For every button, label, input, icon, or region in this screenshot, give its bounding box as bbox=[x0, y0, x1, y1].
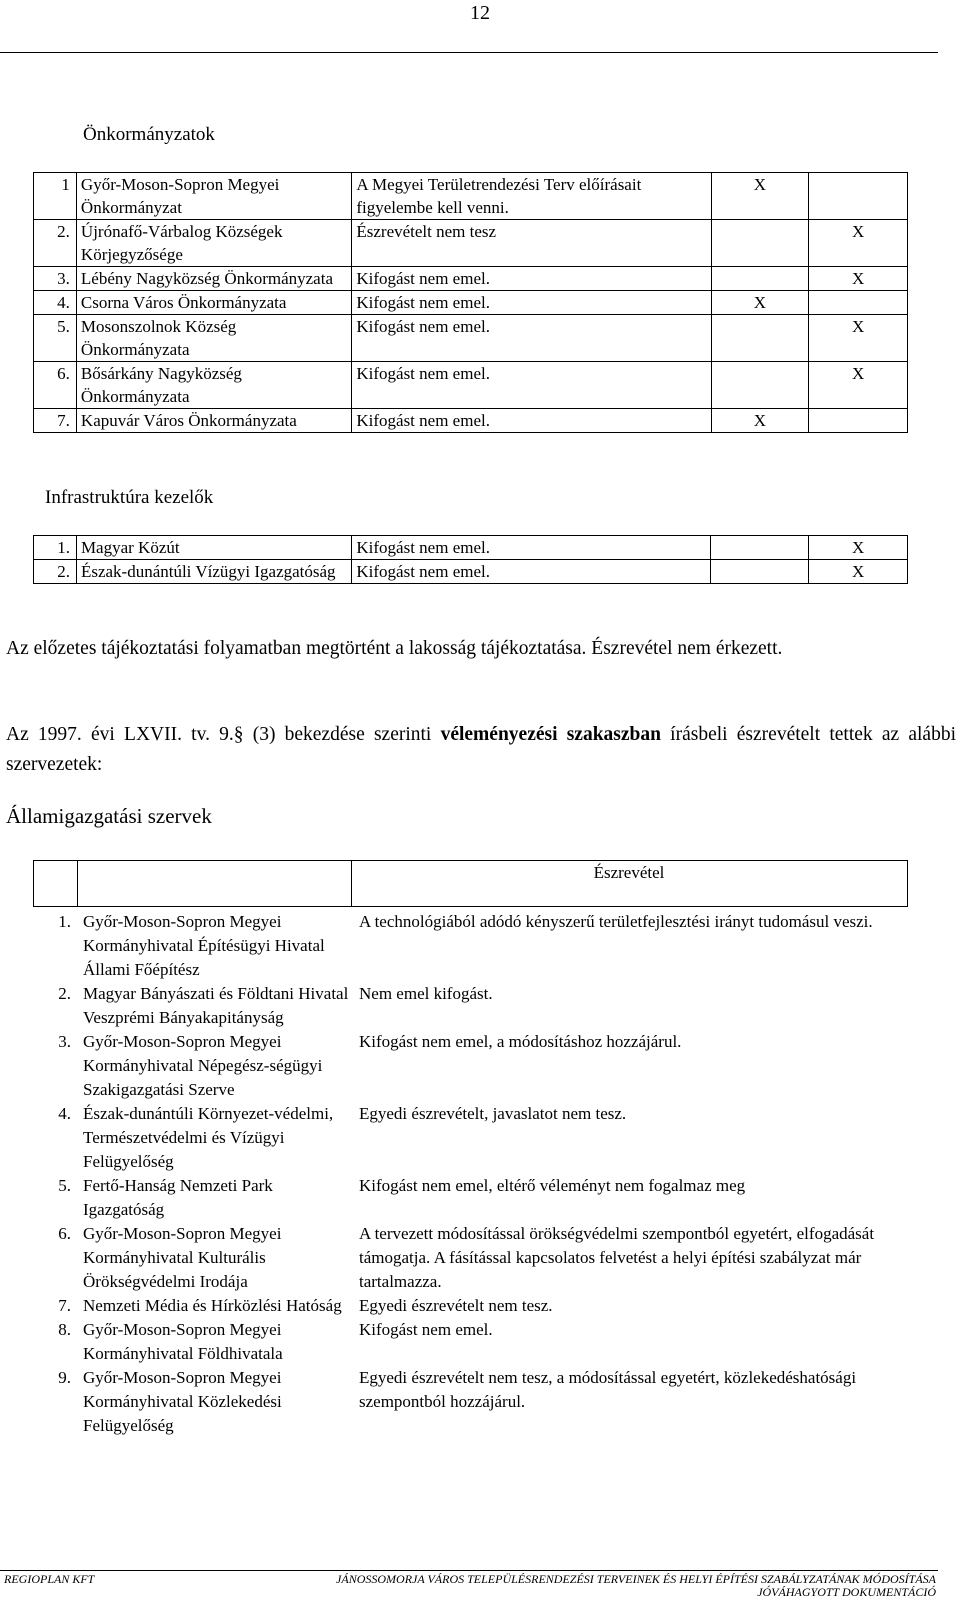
table-row bbox=[35, 1366, 905, 1438]
authority-name: Magyar Bányászati és Földtani Hivatal Veszprémi Bányakapitányság bbox=[83, 984, 349, 1027]
section-heading-infrastruktura: Infrastruktúra kezelők bbox=[45, 487, 214, 508]
authority-comment: Nem emel kifogást. bbox=[359, 984, 493, 1003]
table-row bbox=[35, 1102, 905, 1174]
page-number: 12 bbox=[470, 2, 490, 24]
table-row bbox=[35, 910, 905, 982]
municipalities-table bbox=[33, 172, 908, 433]
table-row bbox=[34, 362, 908, 409]
row-number: 8. bbox=[58, 1320, 71, 1339]
row-number: 2. bbox=[34, 560, 77, 584]
mark-col-2: X bbox=[809, 362, 908, 409]
authority-comment: Kifogást nem emel, eltérő véleményt nem fogalmaz meg bbox=[359, 1176, 746, 1195]
table-row bbox=[35, 1030, 905, 1102]
footer-rule bbox=[0, 1570, 938, 1571]
row-number: 5. bbox=[34, 315, 77, 362]
comment: A Megyei Területrendezési Terv előírásait figyelembe kell venni. bbox=[352, 173, 711, 220]
row-number: 3. bbox=[58, 1032, 71, 1051]
mark-col-2 bbox=[809, 173, 908, 220]
mark-col-1: X bbox=[711, 409, 809, 433]
authorities-table bbox=[35, 910, 905, 1438]
organization-name: Bősárkány Nagyközség Önkormányzata bbox=[76, 362, 351, 409]
footer-left: REGIOPLAN KFT bbox=[4, 1572, 95, 1586]
authority-comment: Egyedi észrevételt nem tesz. bbox=[359, 1296, 553, 1315]
row-number: 6. bbox=[34, 362, 77, 409]
authorities-header-divider-1 bbox=[77, 860, 78, 906]
organization-name: Újrónafő-Várbalog Községek Körjegyzősége bbox=[76, 220, 351, 267]
comment: Észrevételt nem tesz bbox=[352, 220, 711, 267]
table-row bbox=[34, 560, 908, 584]
table-row bbox=[35, 1222, 905, 1294]
authority-comment: Kifogást nem emel, a módosításhoz hozzájárul. bbox=[359, 1032, 682, 1051]
authority-comment: Kifogást nem emel. bbox=[359, 1320, 493, 1339]
section-heading-onkormanyzatok: Önkormányzatok bbox=[83, 124, 215, 145]
authority-comment: Egyedi észrevételt, javaslatot nem tesz. bbox=[359, 1104, 627, 1123]
mark-col-2: X bbox=[809, 220, 908, 267]
mark-col-2 bbox=[809, 291, 908, 315]
mark-col-2: X bbox=[809, 536, 908, 560]
authority-comment: Egyedi észrevételt nem tesz, a módosítással egyetért, közlekedéshatósági szempontból hozzájárul. bbox=[359, 1368, 857, 1411]
comment: Kifogást nem emel. bbox=[352, 536, 711, 560]
comment: Kifogást nem emel. bbox=[352, 267, 711, 291]
organization-name: Lébény Nagyközség Önkormányzata bbox=[76, 267, 351, 291]
authority-name: Fertő-Hanság Nemzeti Park Igazgatóság bbox=[83, 1176, 273, 1219]
organization-name: Magyar Közút bbox=[76, 536, 351, 560]
bold-phase: véleményezési szakaszban bbox=[440, 724, 661, 745]
header-rule bbox=[0, 52, 938, 53]
comment: Kifogást nem emel. bbox=[352, 362, 711, 409]
comment: Kifogást nem emel. bbox=[352, 291, 711, 315]
mark-col-1 bbox=[711, 362, 809, 409]
table-row bbox=[35, 1318, 905, 1366]
authority-name: Győr-Moson-Sopron Megyei Kormányhivatal Építésügyi Hivatal Állami Főépítész bbox=[83, 912, 325, 979]
authority-name: Győr-Moson-Sopron Megyei Kormányhivatal Népegész-ségügyi Szakigazgatási Szerve bbox=[83, 1032, 323, 1099]
column-header-eszrevetel: Észrevétel bbox=[593, 863, 665, 882]
comment: Kifogást nem emel. bbox=[352, 560, 711, 584]
row-number: 4. bbox=[58, 1104, 71, 1123]
mark-col-1 bbox=[711, 560, 809, 584]
row-number: 5. bbox=[58, 1176, 71, 1195]
organization-name: Mosonszolnok Község Önkormányzata bbox=[76, 315, 351, 362]
table-row bbox=[35, 982, 905, 1030]
organization-name: Kapuvár Város Önkormányzata bbox=[76, 409, 351, 433]
table-row bbox=[34, 173, 908, 220]
table-row bbox=[34, 315, 908, 362]
table-row bbox=[34, 536, 908, 560]
table-row bbox=[34, 267, 908, 291]
authority-name: Észak-dunántúli Környezet-védelmi, Természetvédelmi és Vízügyi Felügyelőség bbox=[83, 1104, 334, 1171]
mark-col-1: X bbox=[711, 173, 809, 220]
paragraph-opinion-phase: Az 1997. évi LXVII. tv. 9.§ (3) bekezdése szerinti véleményezési szakaszban írásbeli észrevételt tettek az alábbi szervezetek: bbox=[6, 724, 956, 775]
section-heading-allamigazgatasi: Államigazgatási szervek bbox=[6, 804, 212, 828]
mark-col-2: X bbox=[809, 560, 908, 584]
authority-comment: A tervezett módosítással örökségvédelmi szempontból egyetért, elfogadását támogatja. A fásítással kapcsolatos felvetést a helyi építési szabályzat már tartalmazza. bbox=[359, 1224, 875, 1291]
row-number: 4. bbox=[34, 291, 77, 315]
comment: Kifogást nem emel. bbox=[352, 315, 711, 362]
paragraph-preliminary-info: Az előzetes tájékoztatási folyamatban megtörtént a lakosság tájékoztatása. Észrevétel nem érkezett. bbox=[6, 638, 783, 659]
mark-col-1 bbox=[711, 267, 809, 291]
footer-right: JÁNOSSOMORJA VÁROS TELEPÜLÉSRENDEZÉSI TERVEINEK ÉS HELYI ÉPÍTÉSI SZABÁLYZATÁNAK MÓDOSÍTÁSA JÓVÁHAGYOTT DOKUMENTÁCIÓ bbox=[336, 1572, 936, 1599]
authority-name: Győr-Moson-Sopron Megyei Kormányhivatal Kulturális Örökségvédelmi Irodája bbox=[83, 1224, 282, 1291]
mark-col-1 bbox=[711, 315, 809, 362]
row-number: 7. bbox=[34, 409, 77, 433]
table-row bbox=[34, 409, 908, 433]
row-number: 1. bbox=[58, 912, 71, 931]
organization-name: Csorna Város Önkormányzata bbox=[76, 291, 351, 315]
mark-col-1 bbox=[711, 536, 809, 560]
row-number: 3. bbox=[34, 267, 77, 291]
row-number: 9. bbox=[58, 1368, 71, 1387]
table-row bbox=[34, 291, 908, 315]
mark-col-2 bbox=[809, 409, 908, 433]
row-number: 7. bbox=[58, 1296, 71, 1315]
organization-name: Észak-dunántúli Vízügyi Igazgatóság bbox=[76, 560, 351, 584]
authority-comment: A technológiából adódó kényszerű területfejlesztési irányt tudomásul veszi. bbox=[359, 912, 873, 931]
mark-col-1: X bbox=[711, 291, 809, 315]
authority-name: Győr-Moson-Sopron Megyei Kormányhivatal Földhivatala bbox=[83, 1320, 283, 1363]
row-number: 6. bbox=[58, 1224, 71, 1243]
row-number: 1. bbox=[34, 536, 77, 560]
row-number: 1 bbox=[34, 173, 77, 220]
row-number: 2. bbox=[58, 984, 71, 1003]
row-number: 2. bbox=[34, 220, 77, 267]
table-row bbox=[34, 220, 908, 267]
table-row bbox=[35, 1294, 905, 1318]
authority-name: Győr-Moson-Sopron Megyei Kormányhivatal Közlekedési Felügyelőség bbox=[83, 1368, 282, 1435]
organization-name: Győr-Moson-Sopron Megyei Önkormányzat bbox=[76, 173, 351, 220]
mark-col-2: X bbox=[809, 267, 908, 291]
infrastructure-table bbox=[33, 535, 908, 584]
mark-col-2: X bbox=[809, 315, 908, 362]
comment: Kifogást nem emel. bbox=[352, 409, 711, 433]
mark-col-1 bbox=[711, 220, 809, 267]
authority-name: Nemzeti Média és Hírközlési Hatóság bbox=[83, 1296, 342, 1315]
table-row bbox=[35, 1174, 905, 1222]
